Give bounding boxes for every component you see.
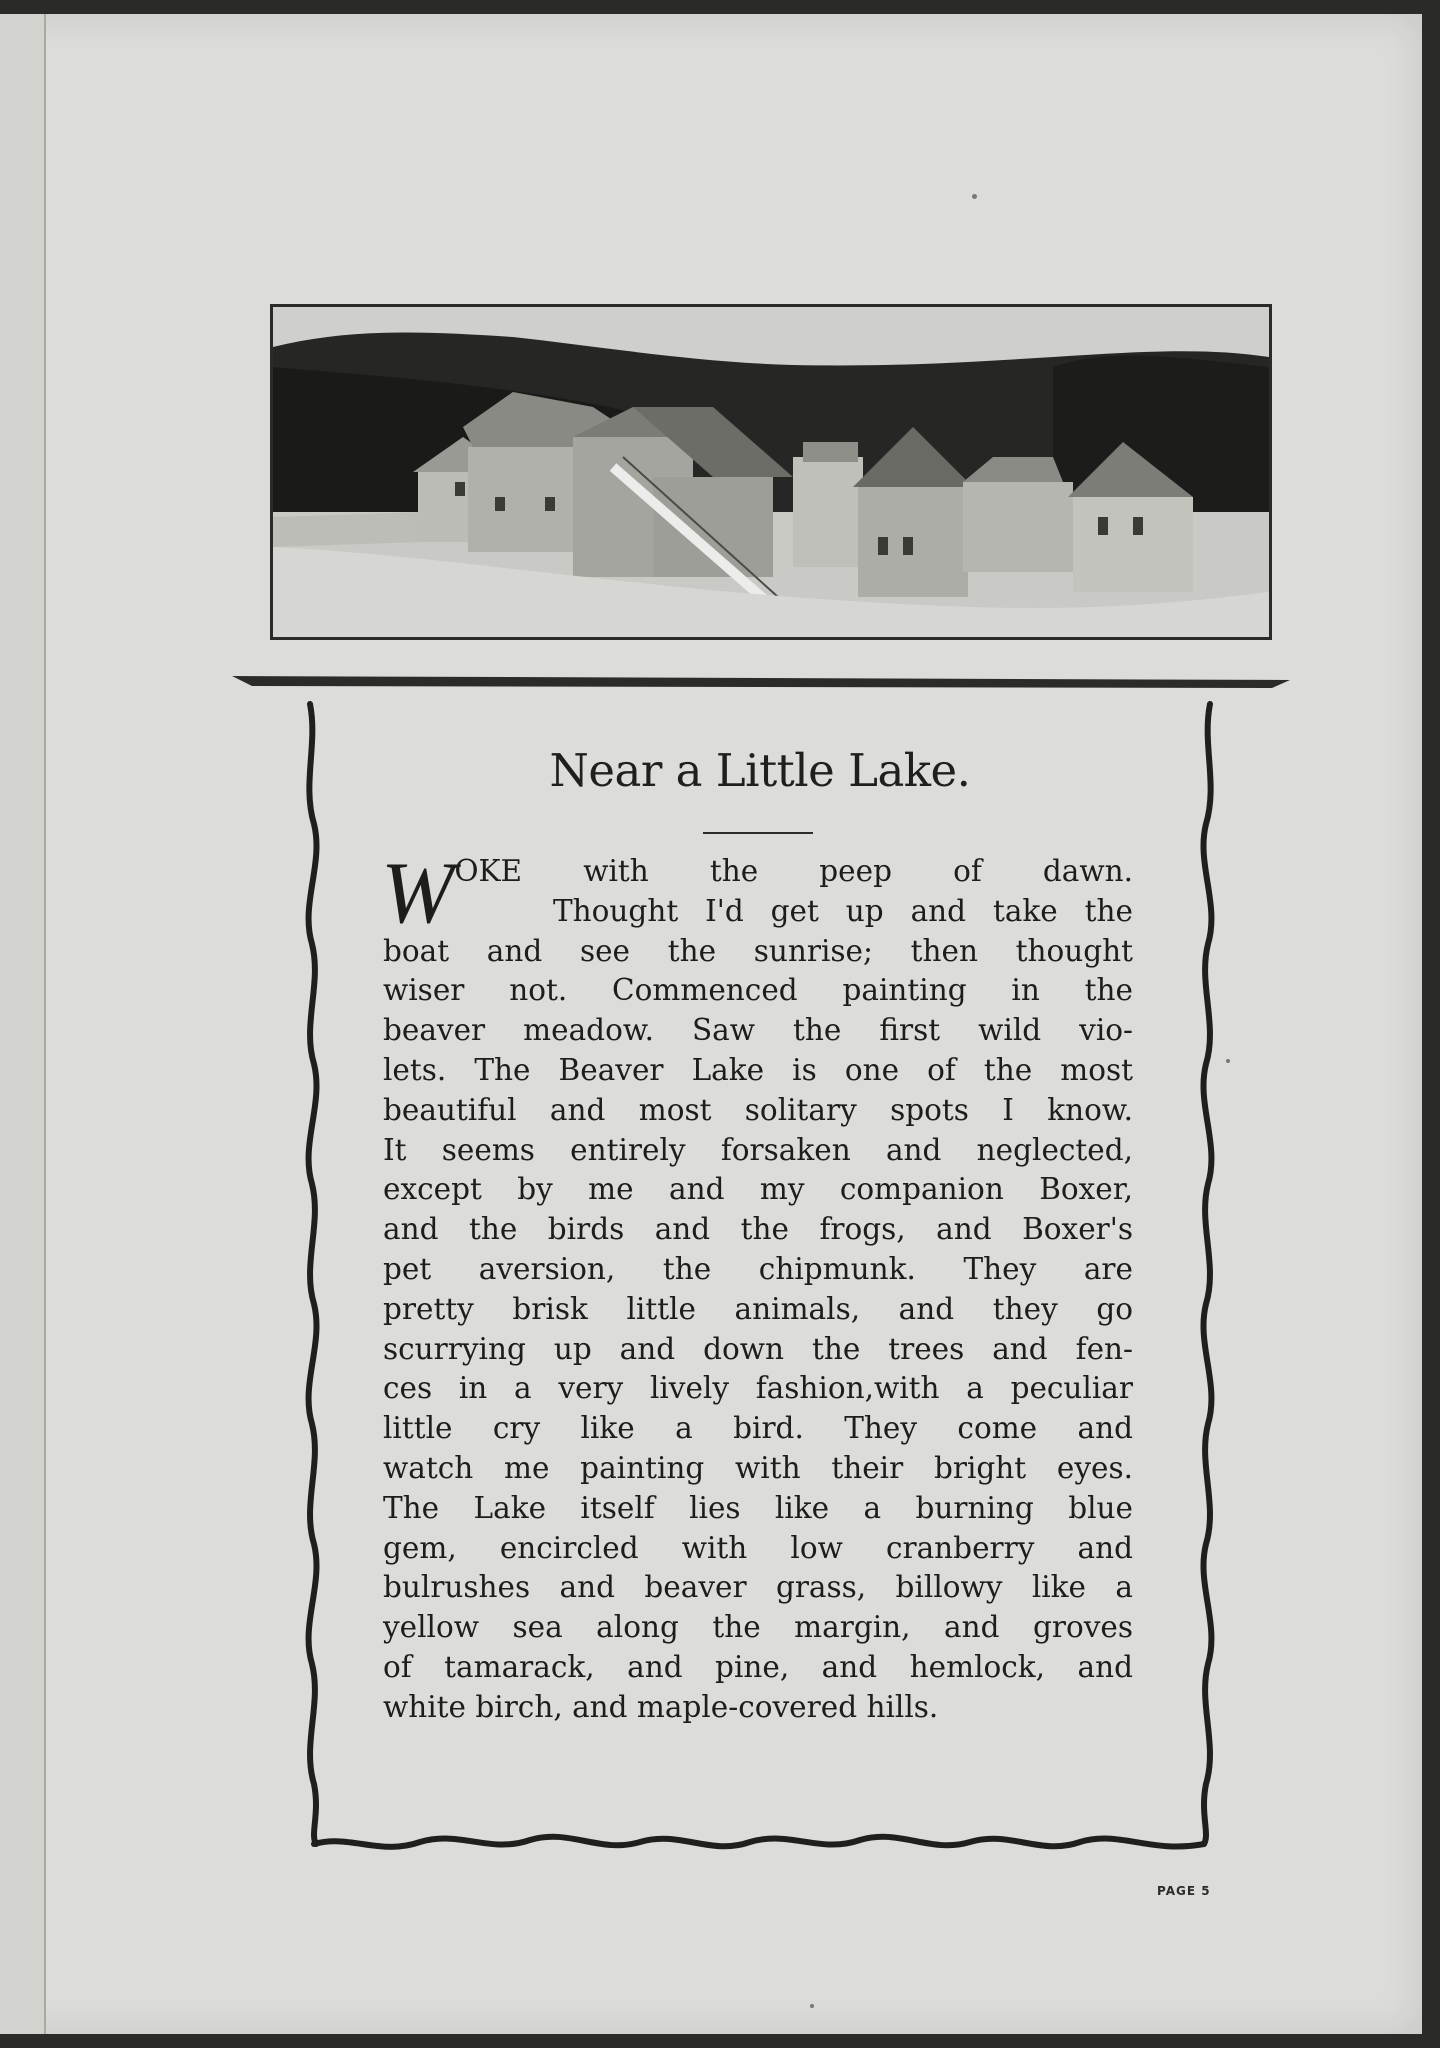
text-line: gem, encircled with low cranberry and — [383, 1530, 1133, 1565]
text-line: pretty brisk little animals, and they go — [383, 1291, 1133, 1326]
text-line: beaver meadow. Saw the first wild vio- — [383, 1013, 1133, 1048]
text-line: lets. The Beaver Lake is one of the most — [383, 1052, 1133, 1087]
text-line: white birch, and maple-covered hills. — [383, 1689, 939, 1724]
text-line: boat and see the sunrise; then thought — [383, 933, 1133, 968]
text-line: beautiful and most solitary spots I know. — [383, 1092, 1133, 1127]
text-line: wiser not. Commenced painting in the — [383, 973, 1133, 1008]
text-line: The Lake itself lies like a burning blue — [383, 1490, 1133, 1525]
paper-speck — [810, 2004, 814, 2008]
text-line: It seems entirely forsaken and neglected, — [383, 1132, 1133, 1167]
text-line: scurrying up and down the trees and fen- — [383, 1331, 1133, 1366]
text-line: ces in a very lively fashion,with a peculiar — [383, 1371, 1133, 1406]
paper-speck — [972, 194, 977, 199]
village-illustration — [270, 304, 1272, 640]
text-line: OKE with the peep of dawn. — [454, 854, 1133, 888]
page-title: Near a Little Lake. — [549, 744, 971, 797]
text-line: yellow sea along the margin, and groves — [383, 1610, 1133, 1645]
text-line: Thought I'd get up and take the — [553, 893, 1133, 928]
facing-page-edge — [0, 14, 46, 2034]
page-number: PAGE 5 — [1157, 1884, 1211, 1898]
text-line: and the birds and the frogs, and Boxer's — [383, 1212, 1133, 1247]
text-line: pet aversion, the chipmunk. They are — [383, 1251, 1133, 1286]
text-line: except by me and my companion Boxer, — [383, 1172, 1133, 1207]
text-line: of tamarack, and pine, and hemlock, and — [383, 1649, 1133, 1684]
gutter-fold — [44, 14, 46, 2034]
story-text — [381, 845, 1133, 1728]
book-page — [0, 14, 1422, 2034]
title-underline — [703, 832, 813, 834]
text-line: bulrushes and beaver grass, billowy like a — [383, 1570, 1133, 1605]
text-line: little cry like a bird. They come and — [383, 1411, 1133, 1446]
text-line: watch me painting with their bright eyes. — [383, 1450, 1133, 1485]
drop-cap: W — [381, 845, 449, 942]
